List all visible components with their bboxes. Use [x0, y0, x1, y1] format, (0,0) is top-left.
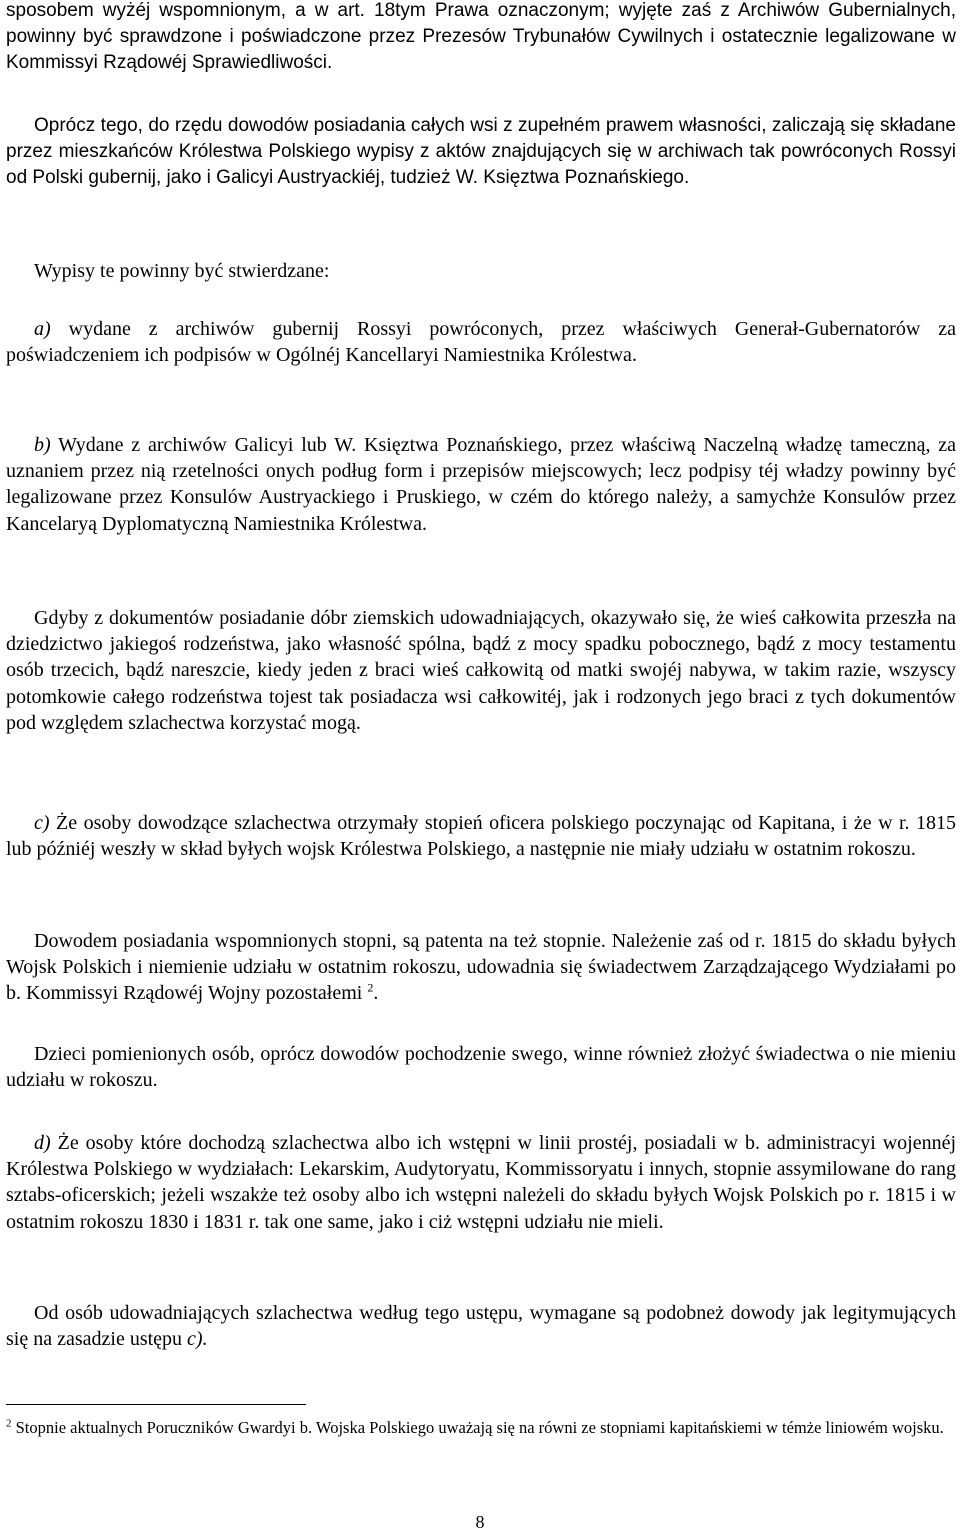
footnote-number: 2 — [6, 1417, 12, 1430]
item-b-marker: b) — [34, 434, 51, 456]
paragraph-od-text: Od osób udowadniających szlachectwa według tego ustępu, wymagane są podobneż dowody jak legitymujących się na zasadzie ustępu — [6, 1302, 956, 1351]
footnote — [6, 1415, 956, 1440]
item-a-text: wydane z archiwów gubernij Rossyi powróconych, przez właściwych Generał-Gubernatorów za poświadczeniem ich podpisów w Ogólnéj Kancellaryi Namiestnika Królestwa. — [6, 318, 956, 367]
item-d-text: Że osoby które dochodzą szlachectwa albo ich wstępni w linii prostéj, posiadali w b. administracyi wojennéj Królestwa Polskiego w wydziałach: Lekarskim, Audytoryatu, Kommissoryatu i innych, stopnie assymilowane do rang sztabs-oficerskich; jeżeli wszakże też osoby albo ich wstępni należeli do składu byłych Wojsk Polskich po r. 1815 i w ostatnim rokoszu 1830 i 1831 r. tak one same, jako i ciż wstępni udziału nie mieli. — [6, 1132, 956, 1233]
item-a-marker: a) — [34, 318, 51, 340]
footnote-text: Stopnie aktualnych Poruczników Gwardyi b. Wojska Polskiego uważają się na równi ze stopniami kapitańskiemi w témże liniowém wojsku. — [15, 1418, 944, 1437]
paragraph-dowodem-end: . — [373, 982, 379, 1005]
item-a — [6, 316, 956, 368]
item-c-marker: c) — [34, 812, 50, 834]
paragraph-dowodem — [6, 928, 956, 1007]
footnote-reference: 2 — [367, 980, 374, 995]
paragraph-oprocz — [6, 113, 956, 192]
page-number: 8 — [475, 1512, 485, 1532]
item-b — [6, 432, 956, 537]
paragraph-od — [6, 1300, 956, 1352]
paragraph-dowodem-text: Dowodem posiadania wspomnionych stopni, są patenta na też stopnie. Należenie zaś od r. 1815 do składu byłych Wojsk Polskich i niemienie udziału w ostatnim rokoszu, udowadnia się świadectwem Zarządzającego Wydziałami po b. Kommissyi Rządowéj Wojny pozostałemi — [6, 930, 956, 1005]
paragraph-continuation — [6, 0, 956, 77]
item-d — [6, 1130, 956, 1235]
paragraph-gdyby — [6, 605, 956, 736]
paragraph-wypisy — [6, 258, 956, 284]
item-b-text: Wydane z archiwów Galicyi lub W. Księztwa Poznańskiego, przez właściwą Naczelną władzę tameczną, za uznaniem przez nią rzetelności onych podług form i przepisów miejscowych; lecz podpisy téj władzy powinny być legalizowane przez Konsulów Austryackiego i Pruskiego, w czém do którego należy, a samychże Konsulów przez Kancelaryą Dyplomatyczną Namiestnika Królestwa. — [6, 434, 956, 535]
paragraph-dzieci-text: Dzieci pomienionych osób, oprócz dowodów pochodzenie swego, winne również złożyć świadectwa o nie mieniu udziału w rokoszu. — [6, 1043, 956, 1092]
paragraph-continuation-text: sposobem wyżéj wspomnionym, a w art. 18tym Prawa oznaczonym; wyjęte zaś z Archiwów Gubernialnych, powinny być sprawdzone i poświadczone przez Prezesów Trybunałów Cywilnych i ostatecznie legalizowane w Kommissyi Rządowéj Sprawiedliwości. — [6, 0, 956, 74]
paragraph-wypisy-text: Wypisy te powinny być stwierdzane: — [34, 260, 330, 282]
paragraph-oprocz-text: Oprócz tego, do rzędu dowodów posiadania całych wsi z zupełném prawem własności, zaliczają się składane przez mieszkańców Królestwa Polskiego wypisy z aktów znajdujących się w archiwach tak powróconych Rossyi od Polski gubernij, jako i Galicyi Austryackiéj, tudzież W. Księztwa Poznańskiego. — [6, 115, 956, 189]
item-c-text: Że osoby dowodzące szlachectwa otrzymały stopień oficera polskiego poczynając od Kapitana, i że w r. 1815 lub późniéj weszły w skład byłych wojsk Królestwa Polskiego, a następnie nie miały udziału w ostatnim rokoszu. — [6, 812, 956, 861]
paragraph-od-reference: c). — [187, 1328, 208, 1351]
paragraph-dzieci — [6, 1041, 956, 1093]
paragraph-gdyby-text: Gdyby z dokumentów posiadanie dóbr ziemskich udowadniających, okazywało się, że wieś całkowita przeszła na dziedzictwo jakiegoś rodzeństwa, jako własność spólna, bądź z mocy spadku pobocznego, bądź z mocy testamentu osób trzecich, bądź nareszcie, kiedy jeden z braci wieś całkowitą od matki swojéj nabywa, w takim razie, wszyscy potomkowie całego rodzeństwa tojest tak posiadacza wsi całkowitéj, jak i rodzonych jego braci z tych dokumentów pod względem szlachectwa korzystać mogą. — [6, 607, 956, 734]
item-d-marker: d) — [34, 1132, 51, 1154]
item-c — [6, 810, 956, 862]
footnote-divider — [6, 1404, 306, 1405]
